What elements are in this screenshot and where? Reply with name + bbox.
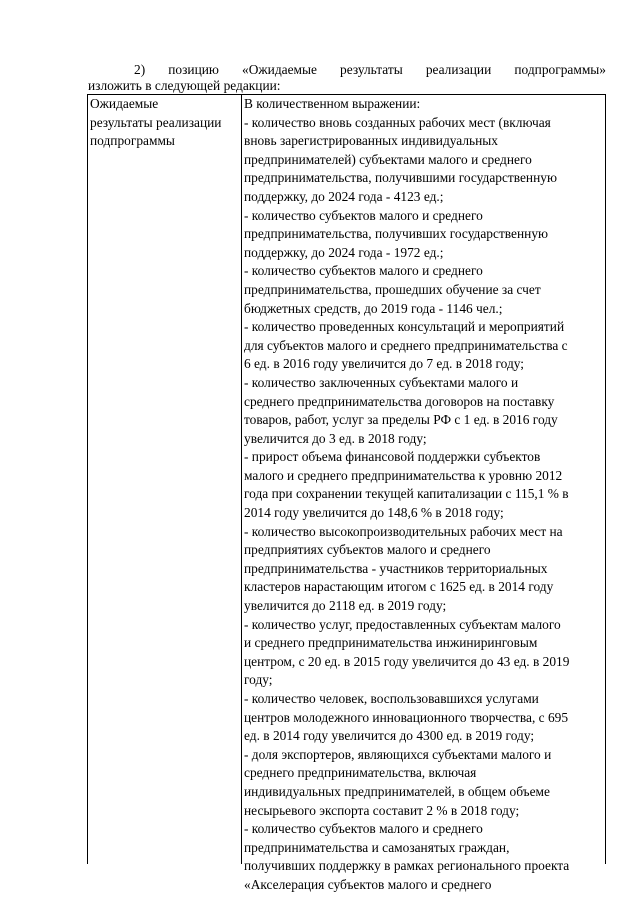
label-line: результаты реализации	[90, 114, 222, 130]
value-line: предпринимательства и самозанятых граждан,	[244, 839, 510, 855]
value-line: индивидуальных предпринимателей, в общем объеме	[244, 783, 550, 799]
value-line: ед. в 2014 году увеличится до 4300 ед. в 2019 году;	[244, 728, 535, 744]
value-line: предпринимательства, прошедших обучение за счет	[244, 281, 541, 297]
label-line: подпрограммы	[90, 133, 175, 149]
intro-line-1: 2) позицию «Ожидаемые результаты реализации подпрограммы»	[134, 62, 606, 77]
value-line: кластеров нарастающим итогом с 1625 ед. в 2014 году	[244, 579, 554, 595]
value-line: - количество проведенных консультаций и мероприятий	[244, 319, 565, 335]
value-line: - количество услуг, предоставленных субъектам малого	[244, 616, 561, 632]
value-line: для субъектов малого и среднего предпринимательства с	[244, 337, 568, 353]
value-line: предпринимателей) субъектами малого и среднего	[244, 151, 532, 167]
intro-line-2: изложить в следующей редакции:	[88, 77, 281, 93]
value-line: предпринимательства, получившими государственную	[244, 170, 557, 186]
value-line: - количество субъектов малого и среднего	[244, 263, 483, 279]
value-line: «Акселерация субъектов малого и среднего	[244, 876, 492, 892]
value-line: предпринимательства - участников территориальных	[244, 560, 548, 576]
value-line: предприятиях субъектов малого и среднего	[244, 542, 491, 558]
value-line: - количество высокопроизводительных рабочих мест на	[244, 523, 563, 539]
value-line: и среднего предпринимательства инжиниринговым	[244, 635, 538, 651]
value-line: увеличится до 2118 ед. в 2019 году;	[244, 598, 447, 614]
label-line: Ожидаемые	[90, 96, 159, 111]
value-line: года при сохранении текущей капитализации с 115,1 % в	[244, 486, 569, 502]
value-line: бюджетных средств, до 2019 года - 1146 чел.;	[244, 300, 503, 316]
table-value-cell	[244, 95, 606, 895]
value-line: - количество субъектов малого и среднего	[244, 821, 483, 837]
value-line: малого и среднего предпринимательства к уровню 2012	[244, 467, 563, 483]
value-line: увеличится до 3 ед. в 2018 году;	[244, 430, 427, 446]
value-line: поддержку, до 2024 года - 4123 ед.;	[244, 188, 444, 204]
value-line: несырьевого экспорта составит 2 % в 2018 году;	[244, 802, 520, 818]
value-line: центром, с 20 ед. в 2015 году увеличится до 43 ед. в 2019	[244, 653, 570, 669]
results-table	[87, 94, 606, 892]
value-line: году;	[244, 672, 273, 688]
value-line: среднего предпринимательства, включая	[244, 765, 477, 781]
intro-paragraph	[88, 62, 606, 93]
value-line: товаров, работ, услуг за пределы РФ с 1 ед. в 2016 году	[244, 412, 558, 428]
value-line: - доля экспортеров, являющихся субъектами малого и	[244, 746, 552, 762]
value-line: получивших поддержку в рамках регионального проекта	[244, 858, 570, 874]
value-line: - прирост объема финансовой поддержки субъектов	[244, 449, 541, 465]
value-line: - количество вновь созданных рабочих мест (включая	[244, 114, 551, 130]
value-line: вновь зарегистрированных индивидуальных	[244, 133, 499, 149]
value-line: - количество заключенных субъектами малого и	[244, 374, 519, 390]
value-line: среднего предпринимательства договоров на поставку	[244, 393, 555, 409]
value-line: 6 ед. в 2016 году увеличится до 7 ед. в 2018 году;	[244, 356, 525, 372]
value-line: 2014 году увеличится до 148,6 % в 2018 году;	[244, 505, 504, 521]
value-line: поддержку, до 2024 года - 1972 ед.;	[244, 244, 444, 260]
value-line: В количественном выражении:	[244, 96, 421, 111]
value-line: предпринимательства, получивших государственную	[244, 226, 549, 242]
table-label-cell	[90, 95, 240, 151]
column-divider	[241, 95, 242, 864]
value-line: - количество субъектов малого и среднего	[244, 207, 483, 223]
value-line: центров молодежного инновационного творчества, с 695	[244, 709, 569, 725]
value-line: - количество человек, воспользовавшихся услугами	[244, 691, 539, 706]
